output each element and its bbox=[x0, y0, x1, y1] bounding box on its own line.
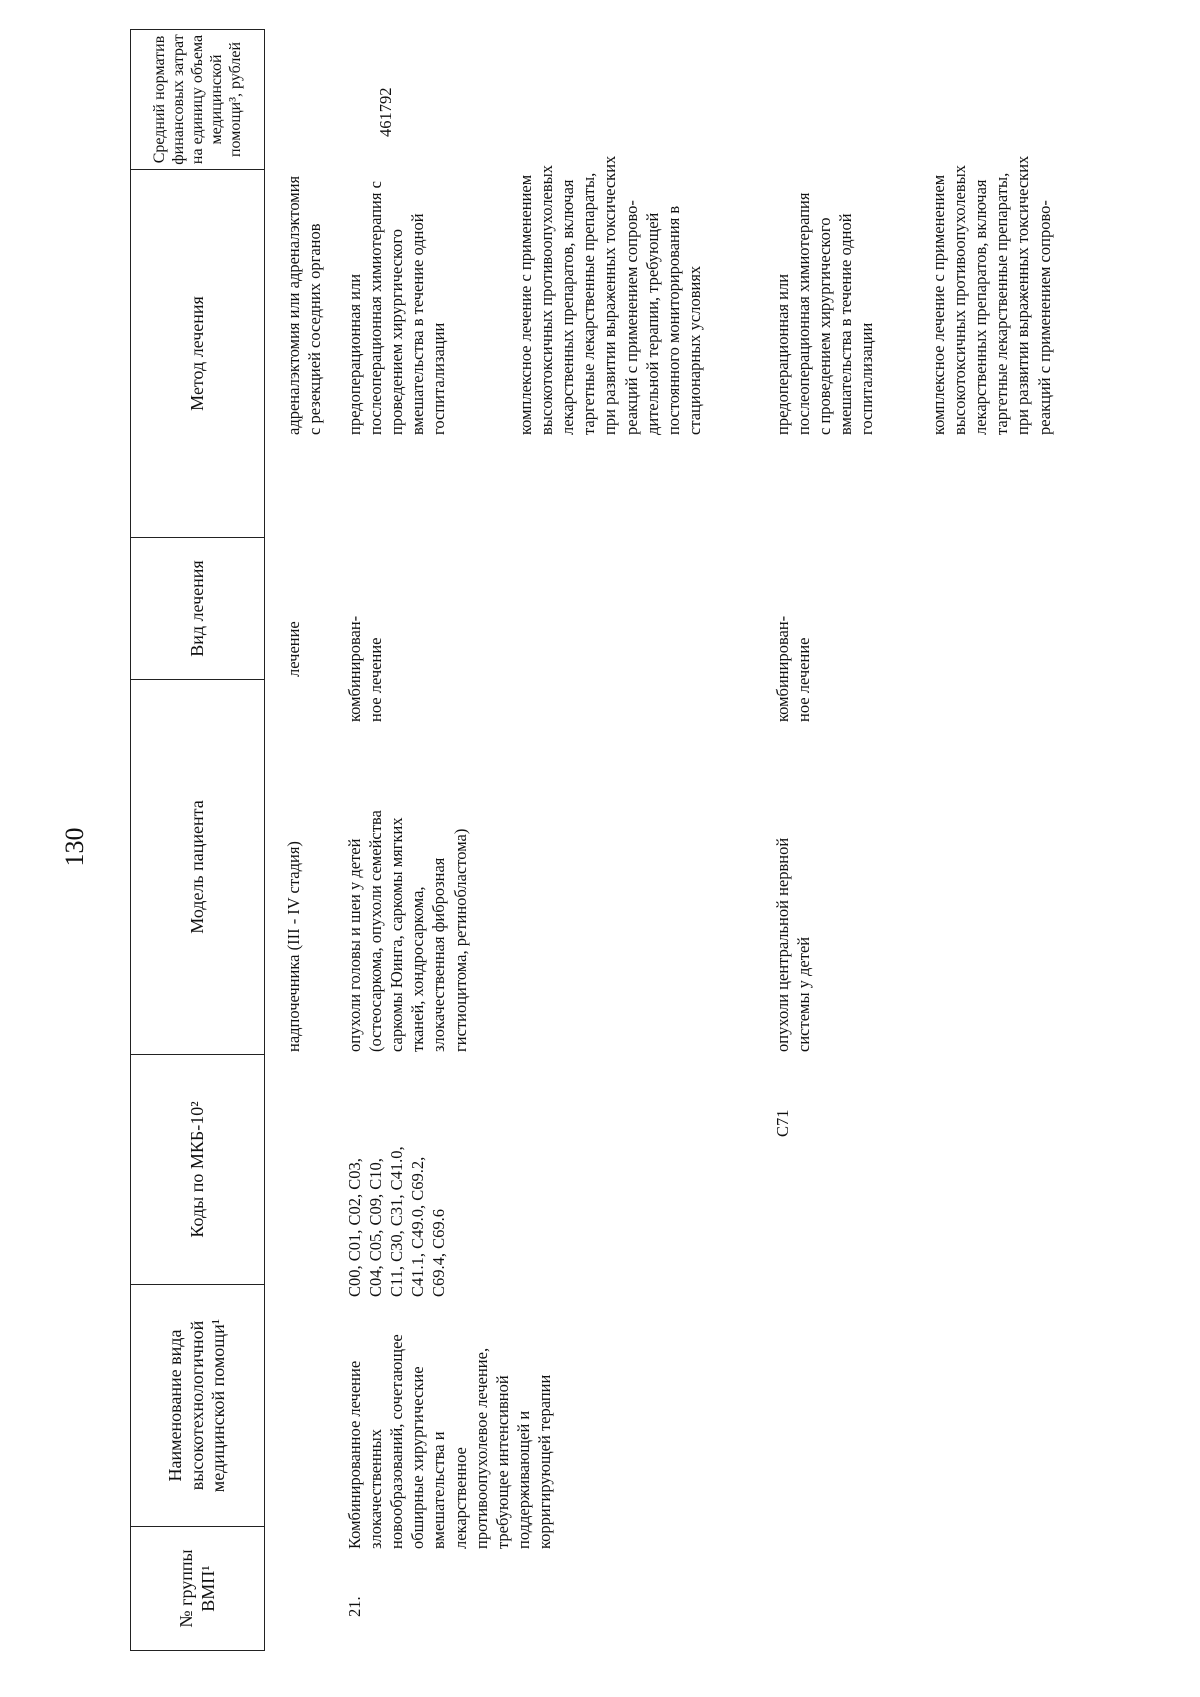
row21-method-preoperative: предоперационная или послеоперационная химиотерапия с проведением хирургического вмешательства в течение одной госпитализации bbox=[345, 181, 449, 435]
row-c71-method-complex: комплексное лечение с применением высокотоксичных противоопухолевых лекарственных препаратов, включая таргетные лекарственные препараты, при развитии выраженных токсических реакций с применением сопрово- bbox=[929, 155, 1054, 435]
row21-method-complex: комплексное лечение с применением высокотоксичных противоопухолевых лекарственных препаратов, включая таргетные лекарственные препараты, при развитии выраженных токсических реакций с применением сопрово- дительной терапии, требующей постоянного мониторирования в стационарных условиях bbox=[516, 155, 704, 435]
row21-patient-model: опухоли головы и шеи у детей (остеосаркома, опухоли семейства саркомы Юинга, саркомы мягких тканей, хондросаркома, злокачественная фиброзная гистиоцитома, ретинобластома) bbox=[345, 810, 470, 1052]
header-vmp-name: Наименование вида высокотехнологичной медицинской помощи¹ bbox=[131, 1285, 264, 1527]
header-average-cost: Средний норматив финансовых затрат на единицу объема медицинской помощи³, рублей bbox=[131, 30, 264, 170]
header-treatment-type: Вид лечения bbox=[131, 538, 264, 680]
row21-treatment-type: комбинирован- ное лечение bbox=[345, 615, 386, 722]
header-patient-model: Модель пациента bbox=[131, 680, 264, 1055]
row-c71-method-preoperative: предоперационная или послеоперационная химиотерапия с проведением хирургического вмешательства в течение одной госпитализации bbox=[773, 192, 877, 435]
header-group-number: № группы ВМП¹ bbox=[175, 1549, 218, 1628]
row21-icd-codes: C00, C01, C02, C03, C04, C05, C09, C10, C11, C30, C31, C41.0, C41.1, C49.0, C69.2, C69.4, C69.6 bbox=[345, 1146, 449, 1297]
header-treatment-method: Метод лечения bbox=[131, 170, 264, 538]
header-icd-codes: Коды по МКБ-10² bbox=[131, 1055, 264, 1285]
row21-vmp-name: Комбинированное лечение злокачественных новообразований, сочетающее обширные хирургические вмешательства и лекарственное противоопухолевое лечение, требующее интенсивной поддерживающей и корригирующей терапии bbox=[345, 1334, 554, 1549]
row21-average-cost: 461792 bbox=[376, 87, 395, 137]
prev-row-treatment-type: лечение bbox=[284, 621, 303, 677]
prev-row-patient-model: надпочечника (III - IV стадия) bbox=[284, 841, 303, 1052]
row21-number: 21. bbox=[345, 1596, 364, 1617]
row-c71-icd-codes: C71 bbox=[773, 1109, 792, 1137]
table-header bbox=[130, 29, 265, 1651]
row-c71-treatment-type: комбинирован- ное лечение bbox=[773, 615, 814, 722]
prev-row-method: адреналэктомия или адреналэктомия с резекцией соседних органов bbox=[284, 175, 325, 435]
page-number: 130 bbox=[60, 827, 89, 867]
row-c71-patient-model: опухоли центральной нервной системы у детей bbox=[773, 837, 814, 1052]
